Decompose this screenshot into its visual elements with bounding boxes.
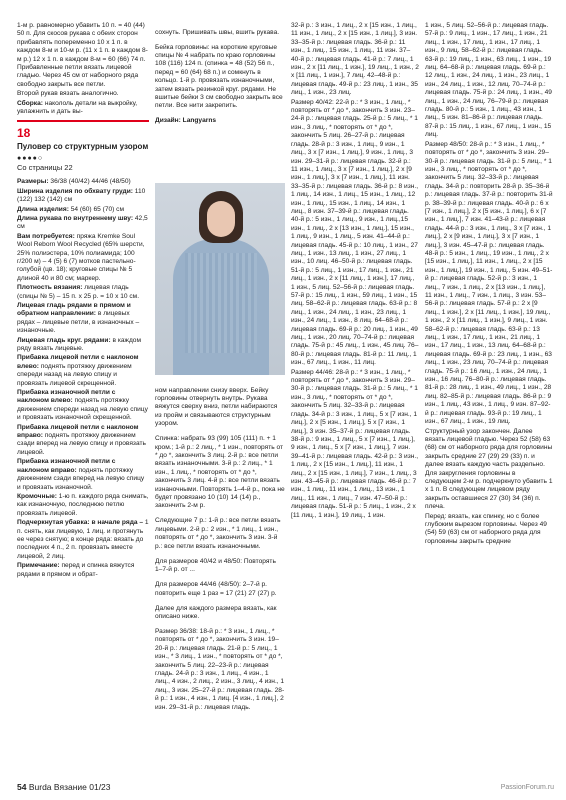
- paragraph: Размер 36/38: 18-й р.: * 3 изн., 1 лиц., * повторять от * до *, закончить 3 изн. 19–20-й р.: лицевая гладь. 21-й р.: 5 лиц., 1 изн., * 3 лиц., 1 изн., * повторять от * до *, закончить 5 лиц. 22–23-й р.: лицевая гладь. 24-й р.: 3 изн., 1 лиц., 4 изн., 1 лиц., 4 изн., 2 лиц., 2 изн., 3 лиц., 4 изн., 1 лиц., 3 изн. 25–27-й р.: лицевая гладь. 28-й р.: 1 изн., 4 изн., 1 лиц. [4 изн., 1 лиц.], 2 изн. 29–31-й р.: лицевая гладь.: [155, 627, 285, 711]
- spec-label: Длина рукава по внутреннему шву:: [17, 214, 134, 222]
- technique-line: [17, 302, 149, 336]
- face-shape: [207, 201, 235, 237]
- paragraph: Для размеров 40/42 и 48/50: Повторять 1–7-й р. от ...: [155, 557, 276, 574]
- technique-text: поднять протяжку движением спереди назад на левую спицу и провязать лицевой скрещенной.: [17, 362, 132, 387]
- technique-text: поднять протяжку движением сзади вперед на левую спицу и провязать изнаночной.: [17, 466, 145, 491]
- assembly-label: Сборка:: [17, 99, 43, 107]
- see-page-reference: Со страницы 22: [17, 162, 73, 172]
- spec-line: [17, 188, 149, 205]
- column-3: [291, 22, 419, 777]
- technique-label: Кромочные:: [17, 492, 57, 500]
- spec-text: 42,5 см: [17, 214, 148, 231]
- technique-label: Лицевая гладь круг. рядами:: [17, 336, 111, 344]
- assembly-text: накололь детали на выкройку, увлажнить и дать вы-: [17, 99, 138, 116]
- knit-texture: [185, 253, 257, 353]
- paragraph: Размер 40/42: 22-й р.: * 3 изн., 1 лиц., * повторять от * до *, закончить 3 изн. 23–24-й р.: лицевая гладь. 25-й р.: 5 лиц., * 1 изн., 3 лиц., * повторять от * до *, закончить 5 лиц. 26–27-й р.: лицевая гладь. 28-й р.: 3 изн., 1 лиц., 9 изн., 1 лиц., 3 х [7 изн., 1 лиц.], 9 изн., 1 лиц., 3 изн. 29–31-й р.: лицевая гладь. 32-й р.: 11 изн., 1 лиц., 3 х [7 изн., 1 лиц.], 2 х [9 изн., 1 лиц.], 3 х [7 изн., 1 лиц.], 11 изн. 33–35-й р.: лицевая гладь. 36-й р.: 8 изн., 1 лиц., 14 изн., 1 лиц., 15 изн., 1 лиц., 12 изн., 1 лиц., 15 изн., 1 лиц., 14 изн., 1 лиц., 8 изн. 37–39-й р.: лицевая гладь. 40-й р.: 5 изн., 1 лиц., 9 изн., 1 лиц.,15 изн., 1 лиц., 2 х [13 изн., 1 лиц.], 15 изн., 1 лиц., 9 изн., 1 лиц., 5 изн. 41–44-й р.: лицевая гладь. 45-й р.: 10 лиц., 1 изн., 27 лиц., 1 изн., 13 лиц., 1 изн., 27 лиц., 1 изн., 10 лиц. 46–50-й р.: лицевая гладь. 51-й р.: 5 лиц., 1 изн., 17 лиц., 1 изн., 21 лиц., 1 изн., 2 х [11 лиц., 1 изн.], 17 лиц., 1 изн., 5 лиц. 52–56-й р.: лицевая гладь. 57-й р.: 15 лиц., 1 изн., 59 лиц., 1 изн., 15 лиц. 58–62-й р.: лицевая гладь. 63-й р.: 8 лиц., 1 изн., 24 лиц., 1 изн., 23 лиц., 1 изн., 24 лиц., 1 изн., 8 лиц. 64–68-й р.: лицевая гладь. 69-й р.: 20 лиц., 1 изн., 49 лиц., 1 изн., 20 лиц. 70–74-й р.: лицевая гладь. 75-й р.: 45 лиц., 1 изн., 45 лиц. 76–80-й р.: лицевая гладь. 81-й р.: 11 лиц., 1 изн., 67 лиц., 1 изн., 11 лиц.: [291, 98, 419, 367]
- technique-label: Подчеркнутая убавка: в начале ряда –: [17, 519, 144, 527]
- technique-text: перед и спинка вяжутся рядами в прямом и обрат-: [17, 562, 135, 578]
- spec-label: Вам потребуется:: [17, 232, 75, 240]
- technique-text: поднять протяжку движением спереди назад на левую спицу и провязать изнаночной скрещенной.: [17, 397, 148, 422]
- technique-line: [17, 424, 149, 458]
- paragraph: Размер 48/50: 28-й р.: * 3 изн., 1 лиц., * повторять от * до *, закончить 3 изн. 29–30-й р.: лицевая гладь. 31-й р.: 5 лиц., * 1 изн., 3 лиц., * повторять от * до *, закончить 5 лиц. 32–33-й р.: лицевая гладь. 34-й р.: повторить 28-й р. 35–36-й р.: лицевая гладь. 37-й р.: повторить 31-й р. 38–39-й р.: лицевая гладь. 40-й р.: 6 х [7 изн., 1 лиц.], 2 х [5 изн., 1 лиц.], 6 х [7 изн., 1 лиц.], 7 изн. 41–43-й р.: лицевая гладь. 44-й р.: 3 изн., 1 лиц., 3 х [7 изн., 1 лиц.], 2 х [9 изн., 1 лиц.], 3 х [7 изн., 1 лиц.], 3 изн. 45–47-й р.: лицевая гладь. 48-й р.: 5 изн., 1 лиц., 19 изн., 1 лиц., 2 х [15 изн., 1 лиц.], 11 изн., 1 лиц., 2 х [15 изн., 1 лиц.], 19 изн., 1 лиц., 5 изн. 49–51-й р.: лицевая гладь. 52-й р.: 3 изн., 1 лиц., 7 изн., 1 лиц., 2 х [13 изн., 1 лиц.], 11 изн., 1 лиц., 7 изн., 1 лиц., 3 изн. 53–56-й р.: лицевая гладь. 57-й р.: 2 х [9 лиц., 1 изн.], 2 х [11 лиц., 1 изн.], 19 лиц., 1 изн., 2 х [11 лиц., 1 изн.], 9 лиц., 1 изн. 58–62-й р.: лицевая гладь. 63-й р.: 13 лиц., 1 изн., 17 лиц., 1 изн., 21 лиц., 1 изн., 17 лиц., 1 изн., 13 лиц. 64–68-й р.: лицевая гладь. 69-й р.: 23 лиц., 1 изн., 63 лиц., 1 изн., 23 лиц. 70–74-й р.: лицевая гладь. 75-й р.: 16 лиц., 1 изн., 24 лиц., 1 изн., 16 лиц. 76–80-й р.: лицевая гладь. 81-й р.: 28 лиц., 1 изн., 49 лиц., 1 изн., 28 лиц. 82–85-й р.: лицевая гладь. 86-й р.: 9 изн., 1 лиц., 43 изн., 1 лиц., 9 изн. 87–92-й р.: лицевая гладь. 93-й р.: 19 лиц., 1 изн., 67 лиц., 1 изн., 19 лиц.: [425, 140, 553, 426]
- sizes-label: Размеры:: [17, 178, 49, 186]
- watermark: PassionForum.ru: [500, 784, 554, 791]
- spec-text: пряжа Kremke Soul Wool Reborn Wool Recycled (65% шерсти, 25% полиэстера, 10% полиамида; 100 г/200 м) – 4 (5) 6 (7) мотков пастельно-голубой (цв. 18); круговые спицы № 5 длиной 40 и 80 см; маркер.: [17, 232, 145, 282]
- column-4: [425, 22, 553, 777]
- technique-label: Прибавка изнаночной петли с наклоном влево:: [17, 389, 116, 405]
- model-photo: [155, 183, 285, 375]
- column-2-bottom: [155, 380, 285, 775]
- technique-line: [17, 458, 149, 492]
- technique-line: [17, 493, 149, 518]
- paragraph: Размер 44/46: 28-й р.: * 3 изн., 1 лиц., * повторять от * до *, закончить 3 изн. 29–30-й р.: лицевая гладь. 31-й р.: 5 лиц., * 1 изн., 3 лиц., * повторять от * до *, закончить 5 лиц. 32–33-й р.: лицевая гладь. 34-й р.: 3 изн., 1 лиц., 5 х [7 изн., 1 лиц.], 2 х [5 изн., 1 лиц.], 5 х [7 изн., 1 лиц.], 3 изн. 35–37-й р.: лицевая гладь. 38-й р.: 9 изн., 1 лиц., 5 х [7 изн., 1 лиц.], 9 изн., 1 лиц., 5 х [7 изн., 1 лиц.], 7 изн. 39–41-й р.: лицевая гладь. 42-й р.: 3 изн., 1 лиц., 2 х [15 изн., 1 лиц.], 11 изн., 1 лиц., 2 х [15 изн., 1 лиц.], 7 изн., 1 лиц., 3 изн. 43–45-й р.: лицевая гладь. 46-й р.: 7 изн., 1 лиц., 11 изн., 1 лиц., 13 изн., 1 лиц., 11 изн., 1 лиц., 7 изн. 47–50-й р.: лицевая гладь. 51-й р.: 5 лиц., 1 изн., 2 х [11 лиц., 1 изн.], 19 лиц., 1 изн.: [291, 368, 419, 519]
- technique-label: Прибавка лицевой петли с наклоном вправо:: [17, 423, 139, 440]
- paragraph: сохнуть. Пришивать швы, вшить рукава.: [155, 28, 280, 36]
- paragraph: 1-м р. равномерно убавить 10 п. = 40 (44) 50 п. Для скосов рукава с обеих сторон прибавлять попеременно 10 х 1 п. в каждом 8-м и 10-м р. (11 х 1 п. в каждом 8-м р.) 12 х 1 п. в каждом 8-м = 60 (66) 74 п. Прибавленные петли вязать лицевой гладью. Через 45 см от наборного ряда свободно закрыть все петли.: [17, 22, 148, 88]
- technique-text: в каждом ряду вязать лицевые.: [17, 336, 141, 352]
- pattern-title: Пуловер со структурным узором: [17, 142, 149, 152]
- spec-text: лицевая гладь (спицы № 5) – 15 п. х 25 р. = 10 х 10 см.: [17, 284, 140, 300]
- paragraph: 32-й р.: 3 изн., 1 лиц., 2 х [15 изн., 1 лиц., 11 изн., 1 лиц., 2 х [15 изн., 1 лиц.], 3 изн. 33–35-й р.: лицевая гладь. 36-й р.: 11 изн., 1 лиц., 15 изн., 1 лиц., 11 изн. 37–40-й р.: лицевая гладь. 41-й р.: 7 лиц., 1 изн., 2 х [11 лиц., 1 изн.], 19 лиц., 1 изн., 2 х [11 лиц., 1 изн.], 7 лиц. 42–48-й р.: лицевая гладь. 49-й р.: 23 лиц., 1 изн., 35 лиц., 1 изн., 23 лиц.: [291, 22, 419, 97]
- spec-label: Длина изделия:: [17, 205, 69, 213]
- paragraph: 1 изн., 5 лиц. 52–56-й р.: лицевая гладь. 57-й р.: 9 лиц., 1 изн., 17 лиц., 1 изн., 21 лиц., 1 изн., 17 лиц., 1 изн., 17 лиц., 1 изн., 9 лиц. 58–62-й р.: лицевая гладь. 63-й р.: 19 лиц., 1 изн., 63 лиц., 1 изн., 19 лиц. 64–68-й р.: лицевая гладь. 69-й р.: 12 лиц., 1 изн., 24 лиц., 1 изн., 23 лиц., 1 изн., 24 лиц., 1 изн., 12 лиц. 70–74-й р.: лицевая гладь. 75-й р.: 24 лиц., 1 изн., 49 лиц., 1 изн., 24 лиц. 76–79-й р.: лицевая гладь. 80-й р.: 5 изн., 1 лиц., 43 изн., 1 лиц., 5 изн. 81–86-й р.: лицевая гладь. 87-й р.: 15 лиц., 1 изн., 67 лиц., 1 изн., 15 лиц.: [425, 22, 552, 139]
- assembly-paragraph: [17, 100, 149, 117]
- paragraph: Перед: вязать, как спинку, но с более глубоким вырезом горловины. Через 49 (54) 59 (63) см от наборного ряда для горловины закрыть средние: [425, 512, 547, 545]
- paragraph: Второй рукав вязать аналогично.: [17, 90, 119, 98]
- technique-line: [17, 519, 149, 561]
- spec-line: [17, 284, 149, 301]
- paragraph: ном направлении снизу вверх. Бейку горловины отвернуть внутрь. Рукава вяжутся сверху вниз, петли набираются из пройм и связываются структурным узором.: [155, 386, 278, 428]
- technique-line: [17, 337, 149, 354]
- technique-text: 1-ю п. каждого ряда снимать, как изнаночную, последнюю петлю провязать лицевой.: [17, 492, 149, 517]
- technique-label: Прибавка лицевой петли с наклоном влево:: [17, 354, 139, 370]
- paragraph: Спинка: набрать 93 (99) 105 (111) п. + 1 кром.; 1-й р.: 2 лиц., * 1 изн., повторять от * до *, закончить 3 лиц. 2-й р.: все петли вязать изнаночными. 3-й р.: 2 лиц., * 1 изн., 1 лиц., * повторять от * до *, закончить 3 лиц. 4-й р.: все петли вязать изнаночными. Повторять 1–4-й р., пока не будет провязано 10 (10) 14 (14) р., закончить 2-м р.: [155, 435, 285, 510]
- spec-text: 54 (60) 65 (70) см: [70, 205, 125, 213]
- page-number: 54: [17, 782, 27, 792]
- paragraph: Для размеров 44/46 (48/50): 2–7-й р. повторить еще 1 раз = 17 (21) 27 (27) р.: [155, 581, 277, 597]
- sizes-line: [17, 178, 149, 186]
- spec-label: Плотность вязания:: [17, 284, 83, 292]
- technique-text: в лицевых рядах – лицевые петли, в изнаночных – изнаночные.: [17, 310, 140, 335]
- technique-label: Примечание:: [17, 562, 60, 570]
- difficulty-rating: ●●●●○: [17, 155, 44, 163]
- paragraph: Следующие 7 р.: 1-й р.: все петли вязать лицевыми. 2-й р.: 2 изн., * 1 лиц., 1 изн., повторять от * до *, закончить 3 изн. 3-й р.: все петли вязать изнаночными.: [155, 517, 281, 550]
- designer-credit: Дизайн: Langyarns: [155, 117, 217, 125]
- paragraph: Бейка горловины: на короткие круговые спицы № 4 набрать по краю горловины 108 (116) 124 п. (спинка = 48 (52) 56 п., перед = 60 (64) 68 п.) и сомкнуть в кольцо. 1-й р. провязать изнаночными, затем вязать резинкой круг. рядами. Не вшитые бейки 3 см свободно закрыть все петли. Все нити закрепить.: [155, 43, 283, 110]
- paragraph: Далее для каждого размера вязать, как описано ниже.: [155, 604, 277, 620]
- magazine-name: Burda Вязание: [28, 782, 87, 792]
- issue-number: 01/23: [89, 782, 111, 792]
- spec-label: Ширина изделия по обхвату груди:: [17, 187, 133, 195]
- technique-line: [17, 562, 149, 579]
- spec-line: [17, 233, 149, 283]
- sizes-text: 36/38 (40/42) 44/46 (48/50): [50, 178, 131, 186]
- technique-text: поднять протяжку движением сзади вперед на левую спицу и провязать лицевой.: [17, 432, 146, 456]
- technique-label: Прибавка изнаночной петли с наклоном вправо:: [17, 458, 116, 474]
- technique-label: Лицевая гладь рядами в прямом и обратном направлении:: [17, 301, 131, 318]
- spec-line: [17, 215, 149, 232]
- column-1: [17, 22, 149, 777]
- technique-text: 1 п. снять, как лицевую, 1 лиц. и протянуть ее через снятую; в конце ряда: вязать до последних 4 п., 2 п. провязать вместе лицевой, 2 лиц.: [17, 519, 149, 560]
- spec-line: [17, 206, 149, 214]
- pattern-number: 18: [17, 120, 149, 140]
- technique-line: [17, 389, 149, 423]
- technique-line: [17, 354, 149, 388]
- column-2-top: [155, 22, 285, 182]
- page-footer: [17, 782, 111, 792]
- paragraph: Структурный узор закончен. Далее вязать лицевой гладью. Через 52 (58) 63 (68) см от наборного ряда для горловины закрыть средние 27 (29) 29 (33) п. и далее вязать каждую часть раздельно. Для закругления горловины в следующем 2-м р. подчеркнуто убавить 1 х 1 п. В следующем лицевом ряду закрыть оставшиеся 27 (30) 34 (36) п. плеча.: [425, 427, 553, 511]
- spec-text: 110 (122) 132 (142) см: [17, 187, 146, 204]
